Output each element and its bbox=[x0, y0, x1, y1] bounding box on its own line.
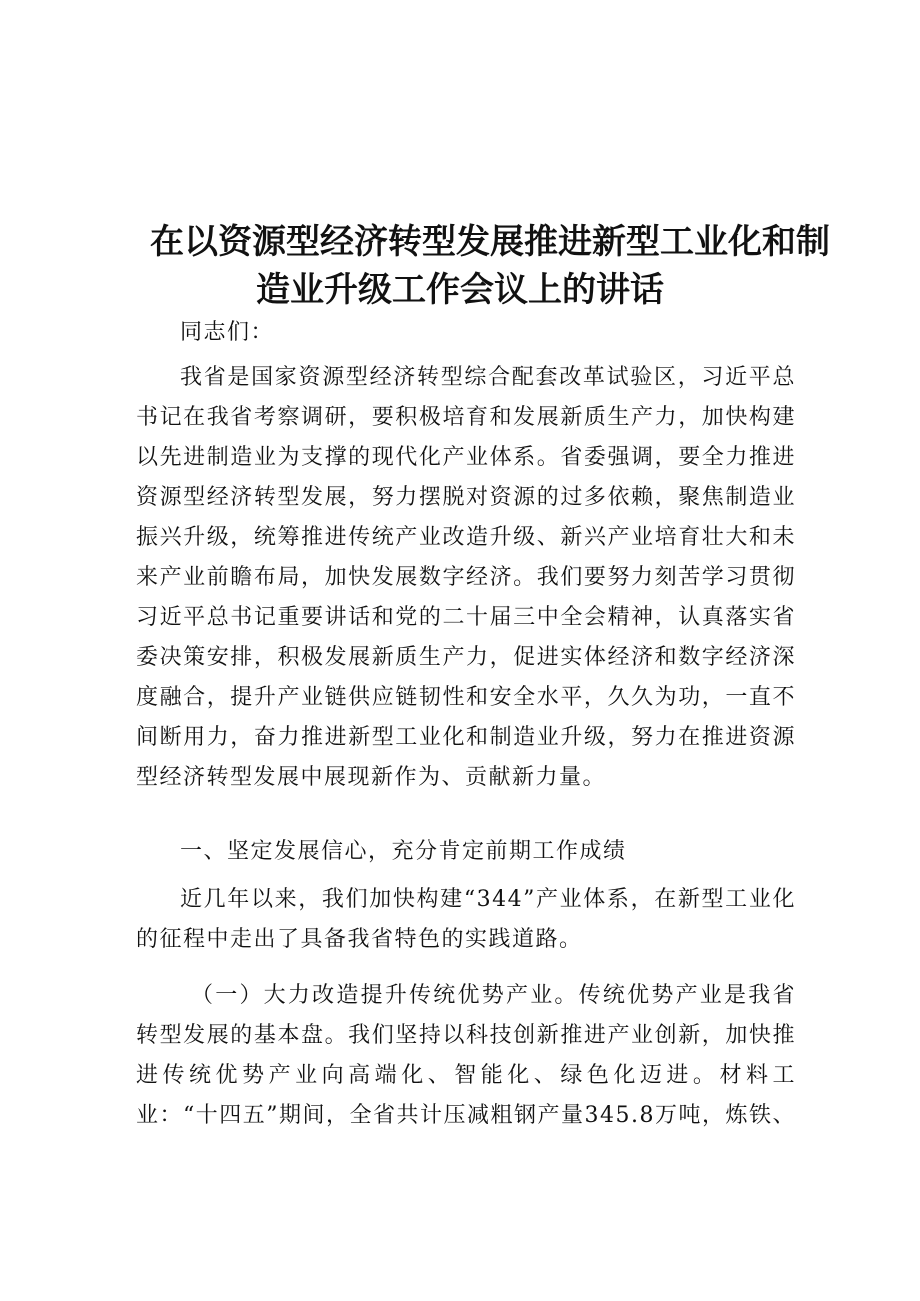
greeting: 同志们： bbox=[180, 320, 275, 345]
section-heading-1: 一、坚定发展信心，充分肯定前期工作成绩 bbox=[180, 839, 627, 864]
subsection-1-paragraph: （一）大力改造提升传统优势产业。传统优势产业是我省转型发展的基本盘。我们坚持以科技创新推进产业创新，加快推进传统优势产业向高端化、智能化、绿色化迈进。材料工业：“十四五”期间，全省共计压减粗钢产量345.8万吨，炼铁、 bbox=[136, 983, 796, 1128]
recent-paragraph: 近几年以来，我们加快构建“344”产业体系，在新型工业化的征程中走出了具备我省特色的实践道路。 bbox=[136, 887, 796, 952]
title-line-1: 在以资源型经济转型发展推进新型工业化和制 bbox=[150, 222, 830, 262]
intro-paragraph: 我省是国家资源型经济转型综合配套改革试验区，习近平总书记在我省考察调研，要积极培育和发展新质生产力，加快构建以先进制造业为支撑的现代化产业体系。省委强调，要全力推进资源型经济转型发展，努力摆脱对资源的过多依赖，聚焦制造业振兴升级，统筹推进传统产业改造升级、新兴产业培育壮大和未来产业前瞻布局，加快发展数字经济。我们要努力刻苦学习贯彻习近平总书记重要讲话和党的二十届三中全会精神，认真落实省委决策安排，积极发展新质生产力，促进实体经济和数字经济深度融合，提升产业链供应链韧性和安全水平，久久为功，一直不间断用力，奋力推进新型工业化和制造业升级，努力在推进资源型经济转型发展中展现新作为、贡献新力量。 bbox=[136, 365, 796, 790]
title-line-2: 造业升级工作会议上的讲话 bbox=[256, 270, 664, 310]
document-title bbox=[150, 218, 830, 314]
